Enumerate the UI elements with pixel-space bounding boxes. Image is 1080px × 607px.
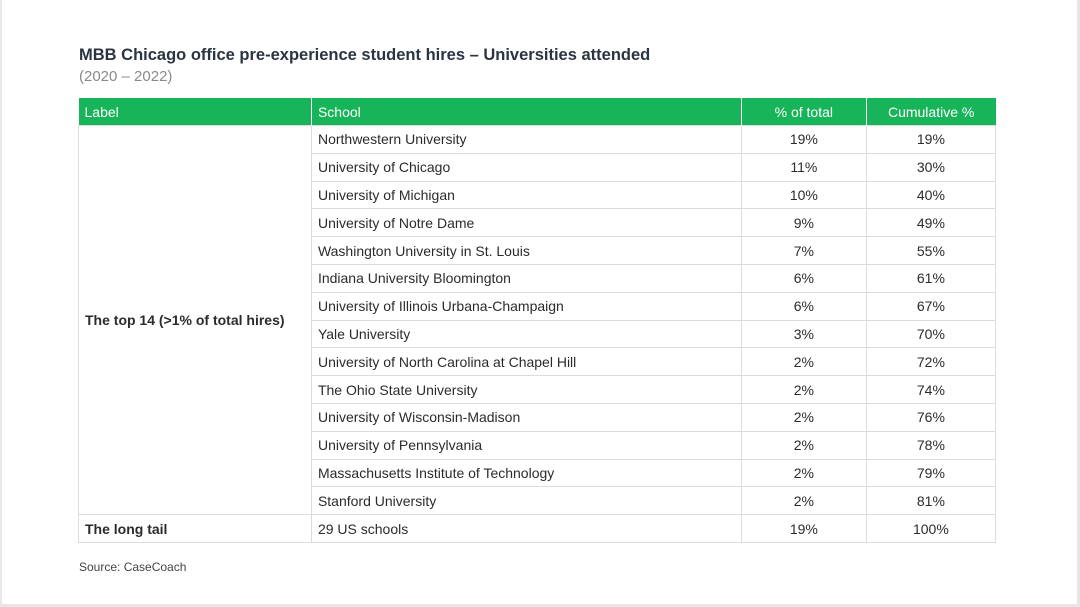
- cumulative-cell: 100%: [866, 515, 995, 543]
- cumulative-cell: 70%: [866, 320, 995, 348]
- header-pct: % of total: [741, 98, 866, 126]
- school-cell: University of Wisconsin-Madison: [311, 403, 741, 431]
- pct-cell: 6%: [741, 264, 866, 292]
- pct-cell: 7%: [741, 237, 866, 265]
- cumulative-cell: 76%: [866, 403, 995, 431]
- chart-title: MBB Chicago office pre-experience student hires – Universities attended: [79, 46, 651, 64]
- school-cell: University of Illinois Urbana-Champaign: [311, 292, 741, 320]
- school-cell: Northwestern University: [311, 126, 741, 154]
- header-row: [79, 98, 996, 126]
- cumulative-cell: 79%: [866, 459, 995, 487]
- school-cell: Indiana University Bloomington: [311, 264, 741, 292]
- school-cell: The Ohio State University: [311, 376, 741, 404]
- header-cumulative: Cumulative %: [866, 98, 995, 126]
- pct-cell: 19%: [741, 515, 866, 543]
- cumulative-cell: 74%: [866, 376, 995, 404]
- school-cell: Yale University: [311, 320, 741, 348]
- table-row: [79, 515, 996, 543]
- cumulative-cell: 61%: [866, 264, 995, 292]
- pct-cell: 6%: [741, 292, 866, 320]
- table-body: [79, 126, 996, 543]
- cumulative-cell: 67%: [866, 292, 995, 320]
- cumulative-cell: 19%: [866, 126, 995, 154]
- school-cell: Washington University in St. Louis: [311, 237, 741, 265]
- school-cell: University of Chicago: [311, 153, 741, 181]
- header-label: Label: [79, 98, 312, 126]
- school-cell: Massachusetts Institute of Technology: [311, 459, 741, 487]
- cumulative-cell: 40%: [866, 181, 995, 209]
- cumulative-cell: 49%: [866, 209, 995, 237]
- pct-cell: 3%: [741, 320, 866, 348]
- pct-cell: 9%: [741, 209, 866, 237]
- cumulative-cell: 55%: [866, 237, 995, 265]
- pct-cell: 2%: [741, 431, 866, 459]
- pct-cell: 2%: [741, 376, 866, 404]
- school-cell: University of Pennsylvania: [311, 431, 741, 459]
- pct-cell: 11%: [741, 153, 866, 181]
- pct-cell: 2%: [741, 459, 866, 487]
- pct-cell: 2%: [741, 403, 866, 431]
- group-label: The long tail: [79, 515, 312, 543]
- school-cell: University of Notre Dame: [311, 209, 741, 237]
- pct-cell: 10%: [741, 181, 866, 209]
- table-row: [79, 126, 996, 154]
- cumulative-cell: 81%: [866, 487, 995, 515]
- pct-cell: 19%: [741, 126, 866, 154]
- source-note: Source: CaseCoach: [79, 560, 187, 574]
- header-school: School: [311, 98, 741, 126]
- group-label: The top 14 (>1% of total hires): [79, 126, 312, 515]
- school-cell: Stanford University: [311, 487, 741, 515]
- chart-subtitle: (2020 – 2022): [79, 68, 173, 85]
- school-cell: University of North Carolina at Chapel Hill: [311, 348, 741, 376]
- left-edge: [0, 0, 2, 607]
- cumulative-cell: 30%: [866, 153, 995, 181]
- pct-cell: 2%: [741, 348, 866, 376]
- cumulative-cell: 72%: [866, 348, 995, 376]
- pct-cell: 2%: [741, 487, 866, 515]
- universities-table: [78, 98, 996, 543]
- school-cell: University of Michigan: [311, 181, 741, 209]
- cumulative-cell: 78%: [866, 431, 995, 459]
- school-cell: 29 US schools: [311, 515, 741, 543]
